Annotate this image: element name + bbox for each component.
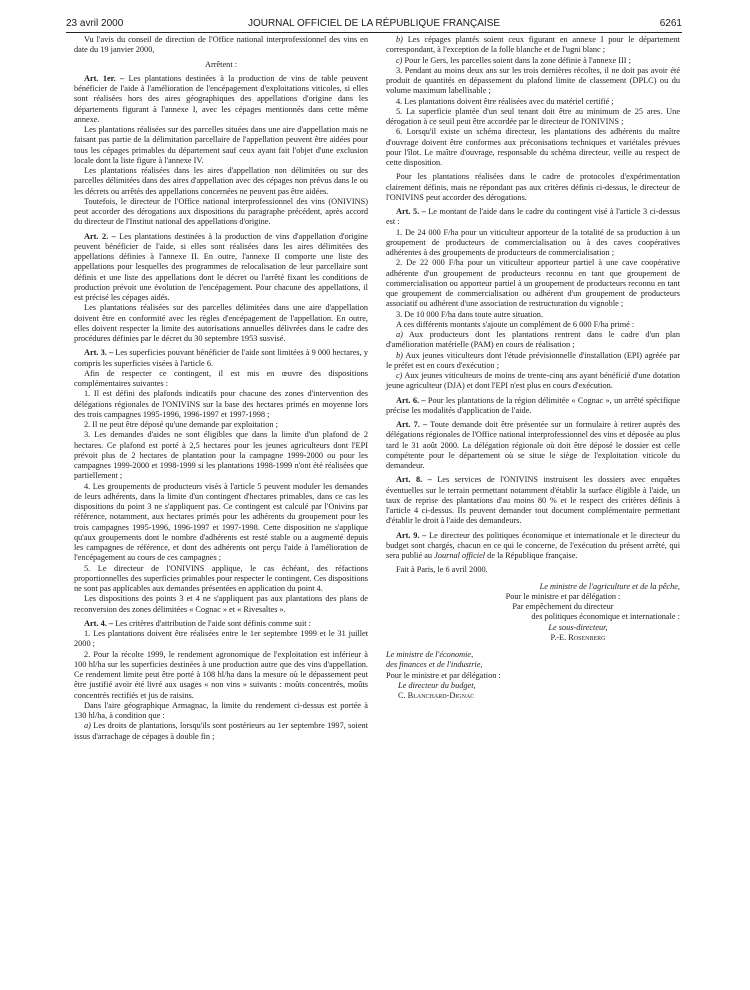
article-3-text: Les superficies pouvant bénéficier de l'aide sont limitées à 9 000 hectares, y compris les superficies visées à l'article 6.: [74, 348, 369, 368]
signature-line: Pour le ministre et par délégation :: [386, 670, 501, 680]
signature-block-economie: [386, 650, 680, 701]
item-letter: b): [396, 35, 403, 44]
article-8-text: Les services de l'ONIVINS instruisent les dossiers avec enquêtes éventuelles sur le terrain permettant notamment d'établir la surface éligible à l'aide, un taux de reprise des plantations d'au moins 80 % et le respect des critères définis à l'article 4 ci-dessus. Ils peuvent demander tout document complémentaire permettant d'établir le droit à l'aide des demandeurs.: [386, 475, 680, 526]
article-5-label: Art. 5. –: [396, 207, 426, 216]
article-9-text: Le directeur des politiques économique et internationale et le directeur du budget sont chargés, chacun en ce qui le concerne, de l'exécution du présent arrêté, qui sera publié au: [386, 530, 680, 560]
protocol-paragraph: Pour les plantations réalisées dans le cadre de protocoles d'expérimentation clairement définis, mais ne répondant pas aux critères définis ci-dessus, le directeur de l'ONIVINS peut accorder des dérogations.: [386, 172, 680, 202]
item-letter: b): [396, 350, 403, 360]
article-5-paragraph: A ces différents montants s'ajoute un complément de 6 000 F/ha primé :: [396, 319, 635, 329]
article-1-label: Art. 1er. –: [84, 73, 125, 83]
header-title: JOURNAL OFFICIEL DE LA RÉPUBLIQUE FRANÇAISE: [247, 18, 501, 29]
article-8-label: Art. 8. –: [396, 475, 432, 485]
article-1-text: Les plantations destinées à la production de vins de table peuvent bénéficier de l'aide à l'amélioration de l'encépagement d'exploitations viticoles, si elles sont réalisées hors des aires géographiques des appellations d'origine dans les départements figurant à l'annexe I, avec les cépages mentionnés dans cette même annexe.: [74, 73, 368, 124]
list-item: 3. Les demandes d'aides ne sont éligibles que dans la limite d'un plafond de 2 hectares. Ce plafond est porté à 2,5 hectares pour les jeunes agriculteurs dont l'EPI prévoit plus de 2 hectares de plantation pour la campagne 1999-2000 ou pour les campagnes 1999-2000 et 1998-1999 si les plantations 1998-1999 n'ont été réalisées que partiellement ;: [74, 430, 368, 481]
article-3-label: Art. 3. –: [84, 348, 114, 358]
list-item: [386, 56, 680, 66]
article-1-paragraph: Les plantations réalisées dans les aires d'appellation non délimitées ou sur des parcelles délimitées dans des aires d'appellation avec des cépages non prévus dans le ou les décrets ou arrêtés des appellations concernées ne peuvent pas être aidées.: [74, 166, 368, 196]
signature-line: des politiques économique et internationale :: [531, 612, 680, 622]
article-1-paragraph: Toutefois, le directeur de l'Office national interprofessionnel des vins (ONIVINS) peut accorder des dérogations aux dispositions du paragraphe précédent, après accord du directeur de l'Institut national des appellations d'origine.: [74, 196, 368, 227]
list-item: [74, 721, 368, 742]
fait-a-paris: Fait à Paris, le 6 avril 2000.: [396, 565, 488, 575]
list-item: 4. Les groupements de producteurs visés à l'article 5 peuvent moduler les demandes de leurs adhérents, dans la limite d'un contingent d'hectares primables, dans ce cas les dispositions du point 3 ne s'appliquent pas. Ce contingent est calculé par l'Onivins par référence, notamment, aux hectares primés pour les adhérents du groupement pour les trois campagnes 1995-1996, 1996-1997 et 1997-1998. Cette disposition ne s'applique qu'aux groupements dont le nombre d'adhérents est resté stable ou a augmenté depuis les campagnes de référence, et dont des adhérents ont perçu l'aide à l'amélioration de l'encépagement au cours de ces campagnes ;: [74, 481, 368, 563]
arretent-heading: Arrêtent :: [204, 59, 238, 69]
list-item: [386, 330, 680, 351]
page-header: [66, 14, 682, 33]
signature-line: Par empêchement du directeur: [512, 602, 614, 611]
left-column: [74, 35, 368, 742]
signature-line: Pour le ministre et par délégation :: [505, 591, 621, 601]
item-text: Les droits de plantations, lorsqu'ils sont postérieurs au 1er septembre 1997, soient issus d'arrachage de cépages à double fin ;: [74, 721, 368, 741]
item-letter: c): [396, 55, 403, 65]
article-8: [386, 475, 680, 526]
list-item: 1. Les plantations doivent être réalisées entre le 1er septembre 1999 et le 31 juillet 2000 ;: [74, 629, 368, 649]
article-1: [74, 74, 368, 125]
article-3: [74, 348, 368, 369]
item-letter: c): [396, 371, 403, 380]
article-1-paragraph: Les plantations réalisées sur des parcelles situées dans une aire d'appellation mais ne faisant pas partie de la délimitation parcellaire de l'appellation peuvent être aidées pour tous les cépages primables du département sauf ceux ayant fait l'objet d'une exclusion locale dont la liste figure à l'annexe IV.: [74, 125, 368, 165]
list-item: 2. Il ne peut être déposé qu'une demande par exploitation ;: [84, 420, 278, 429]
list-item: 2. De 22 000 F/ha pour un viticulteur apporteur partiel à une cave coopérative adhérente d'un groupement de producteurs reconnu en tant que groupement de commercialisation ou apporteur partiel à un groupement de producteurs reconnu en tant que groupement de commercialisation ou adhérent d'un groupement de producteurs associatif ou adhérent d'une association de restructuration du vignoble ;: [386, 258, 680, 309]
article-4-text: Les critères d'attribution de l'aide sont définis comme suit :: [113, 618, 311, 628]
article-6-text: Pour les plantations de la région délimitée « Cognac », un arrêté spécifique précise les modalités d'application de l'aide.: [386, 395, 680, 415]
list-item: 3. De 10 000 F/ha dans toute autre situation.: [396, 309, 544, 319]
list-item: 5. La superficie plantée d'un seul tenant doit être au minimum de 25 ares. Une dérogation à ce seuil peut être accordée par le directeur de l'ONIVINS ;: [386, 106, 680, 126]
article-3-paragraph: Afin de respecter ce contingent, il est mis en œuvre des dispositions complémentaires suivantes :: [74, 368, 368, 388]
article-2-label: Art. 2. –: [84, 231, 116, 241]
article-4: [74, 619, 368, 629]
journal-officiel-title: Journal officiel: [434, 551, 486, 560]
list-item: [386, 351, 680, 372]
item-text: Aux producteurs dont les plantations rentrent dans le cadre d'un plan d'amélioration matérielle (PAM) en cours de réalisation ;: [386, 330, 680, 350]
item-text: Les cépages plantés soient ceux figurant en annexe I pour le département correspondant, à l'exception de la folle blanche et de l'ugni blanc ;: [386, 35, 680, 55]
signature-line: Le ministre de l'économie,: [386, 650, 474, 659]
article-6-label: Art. 6. –: [396, 395, 426, 405]
article-4-paragraph: Dans l'aire géographique Armagnac, la limite du rendement ci-dessus est portée à 130 hl/ha, à condition que :: [74, 700, 368, 720]
article-2: [74, 232, 368, 304]
list-item: 1. De 24 000 F/ha pour un viticulteur apporteur de la totalité de sa production à un groupement de producteurs de commercialisation ou à des caves coopératives adhérentes à des groupements de producteurs de commercialisation ;: [386, 227, 680, 257]
article-5-text: Le montant de l'aide dans le cadre du contingent visé à l'article 3 ci-dessus est :: [386, 207, 681, 227]
list-item: 5. Le directeur de l'ONIVINS applique, le cas échéant, des réfactions proportionnelles des superficies primables pour respecter le contingent. Ces dispositions ne sont pas applicables aux demandes présentées en application du point 4.: [74, 563, 368, 593]
article-6: [386, 396, 680, 417]
article-7-label: Art. 7. –: [396, 420, 428, 429]
signatory-name: C. Blanchard-Dignac: [398, 691, 475, 700]
signature-line: Le ministre de l'agriculture et de la pêche,: [539, 581, 680, 591]
article-9-label: Art. 9. –: [396, 530, 427, 540]
article-7: [386, 420, 680, 471]
article-9-end: de la République française.: [485, 551, 578, 560]
article-4-label: Art. 4. –: [84, 618, 114, 628]
list-item: 2. Pour la récolte 1999, le rendement agronomique de l'exploitation est inférieur à 100 hl/ha sur les superficies destinées à une production autre que des vins d'appellation. Ce rendement limite peut être porté à 108 hl/ha dans la mesure où le dépassement peut être justifié avoir été livré aux usages « non vins » suivants : moûts concentrés, moûts concentrés rectifiés et jus de raisins.: [74, 649, 368, 700]
list-item: [386, 371, 680, 392]
signatory-name: P.-E. Rosenberg: [550, 632, 606, 642]
article-9: [386, 531, 680, 562]
header-date: 23 avril 2000: [66, 18, 124, 29]
signature-line: Le directeur du budget,: [398, 680, 476, 690]
signature-line: Le sous-directeur,: [548, 622, 608, 632]
signature-block-agriculture: [386, 582, 680, 644]
item-letter: a): [396, 330, 403, 339]
article-2-text: Les plantations destinées à la production de vins d'appellation d'origine peuvent bénéficier de l'aide, si elles sont réalisées dans les aires délimitées des appellations définies à l'annexe II. En outre, l'annexe II comporte une liste des appellations pour lesquelles des programmes de relocalisation de leur parcellaire sont définis et une liste des appellations dont le décret ou l'arrêté fixant les conditions de production prévoit une évolution de l'encépagement. Pour chacune des appellations, il est précisé les cépages aidés.: [74, 231, 368, 302]
item-text: Aux jeunes viticulteurs de moins de trente-cinq ans ayant bénéficié d'une dotation jeune agriculteur (DJA) et dont l'EPI n'est plus en cours d'exécution.: [386, 371, 680, 391]
article-3-paragraph: Les dispositions des points 3 et 4 ne s'appliquent pas aux plantations des plans de reconversion des zones délimitées « Cognac » et « Rivesaltes ».: [74, 594, 368, 614]
signature-line: des finances et de l'industrie,: [386, 660, 483, 670]
item-text: Pour le Gers, les parcelles soient dans la zone définie à l'annexe III ;: [402, 55, 631, 65]
right-column: [386, 35, 680, 701]
article-5: [386, 207, 680, 228]
list-item: 3. Pendant au moins deux ans sur les trois dernières récoltes, il ne doit pas avoir été produit de quantités en dépassement du plafond limite de classement (DPLC) ou du volume maximum labellisable ;: [386, 65, 680, 96]
article-7-text: Toute demande doit être présentée sur un formulaire à retirer auprès des délégations régionales de l'Office national interprofessionnel des vins et déposée au plus tard le 31 août 2000. La délégation régionale où doit être déposé le dossier est celle compétente pour le département où se situe le siège de l'exploitation viticole du demandeur.: [386, 420, 680, 470]
list-item: 6. Lorsqu'il existe un schéma directeur, les plantations des adhérents du maître d'ouvrage doivent être conformes aux préconisations techniques et variétales prévues pour l'îlot. Le maître d'ouvrage, responsable du schéma directeur, veille au respect de cette disposition.: [386, 127, 680, 167]
item-letter: a): [84, 721, 91, 731]
paragraph-vu: Vu l'avis du conseil de direction de l'Office national interprofessionnel des vins en date du 19 janvier 2000,: [74, 35, 368, 55]
article-2-paragraph: Les plantations réalisées sur des parcelles délimitées dans une aire d'appellation doivent être en conformité avec les règles d'encépagement de l'appellation. En outre, elles doivent respecter la limite des autorisations annuelles délivrées dans le cadre des procédures définies par le décret du 30 septembre 1953 susvisé.: [74, 303, 368, 343]
header-page-number: 6261: [659, 18, 682, 29]
list-item: 1. Il est défini des plafonds indicatifs pour chacune des zones d'intervention des délégations régionales de l'ONIVINS sur la base des hectares primés en moyenne lors des trois campagnes 1995-1996, 1996-1997 et 1997-1998 ;: [74, 389, 368, 419]
list-item: 4. Les plantations doivent être réalisées avec du matériel certifié ;: [396, 96, 614, 106]
list-item: [386, 35, 680, 56]
item-text: Aux jeunes viticulteurs dont l'étude prévisionnelle d'installation (EPI) agréée par le préfet est en cours d'exécution ;: [386, 350, 680, 370]
